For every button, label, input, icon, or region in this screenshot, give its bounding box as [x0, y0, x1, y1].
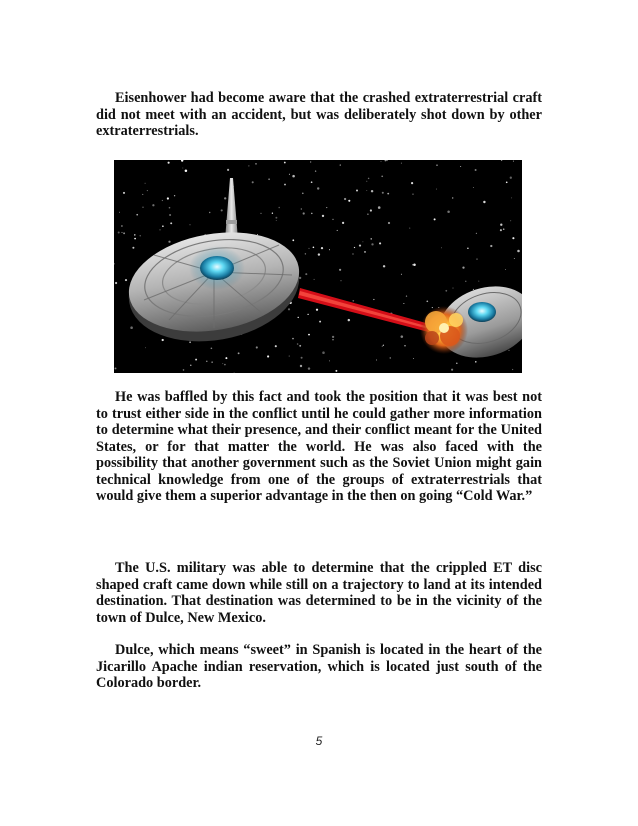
- star: [140, 235, 141, 236]
- star: [185, 169, 188, 172]
- star: [322, 351, 325, 354]
- star: [311, 181, 313, 183]
- star: [314, 279, 315, 280]
- star: [510, 220, 511, 221]
- star: [302, 192, 304, 194]
- star: [301, 357, 303, 359]
- star: [162, 200, 163, 201]
- star: [152, 204, 154, 206]
- star: [160, 229, 161, 230]
- star: [142, 194, 143, 195]
- star: [121, 232, 122, 233]
- star: [362, 241, 363, 242]
- star: [169, 207, 171, 209]
- star: [436, 189, 437, 190]
- star: [289, 356, 290, 357]
- star: [182, 168, 183, 169]
- star: [406, 295, 407, 296]
- star: [169, 214, 171, 216]
- star: [445, 290, 447, 292]
- star: [478, 281, 479, 282]
- star: [475, 169, 477, 171]
- star: [307, 314, 308, 315]
- star: [329, 249, 330, 250]
- star: [310, 161, 311, 162]
- star: [508, 350, 509, 351]
- star: [452, 197, 453, 198]
- star: [292, 175, 295, 178]
- star: [316, 309, 318, 311]
- star: [473, 187, 474, 188]
- star: [447, 211, 450, 214]
- star: [305, 273, 307, 275]
- star: [366, 181, 367, 182]
- star: [130, 326, 133, 329]
- star: [381, 175, 383, 177]
- star: [315, 170, 316, 171]
- star: [284, 184, 286, 186]
- star: [483, 201, 485, 203]
- saucer-dome: [200, 256, 234, 280]
- space-battle-svg: [114, 160, 522, 373]
- star: [426, 300, 428, 302]
- star: [168, 162, 170, 164]
- star: [364, 251, 366, 253]
- star: [359, 245, 361, 247]
- star: [211, 347, 213, 349]
- star: [174, 195, 175, 196]
- star: [388, 222, 390, 224]
- star: [225, 357, 227, 359]
- star: [383, 265, 385, 267]
- space-battle-illustration: [114, 160, 522, 373]
- star: [411, 182, 413, 184]
- star: [221, 209, 223, 211]
- star: [367, 213, 369, 215]
- star: [256, 346, 258, 348]
- star: [298, 317, 299, 318]
- star: [370, 209, 372, 211]
- star: [284, 162, 286, 164]
- star: [321, 247, 323, 249]
- star: [371, 238, 372, 239]
- star: [401, 163, 402, 164]
- star: [167, 197, 169, 199]
- star: [276, 220, 277, 221]
- star: [257, 234, 258, 235]
- star: [134, 234, 135, 235]
- paragraph-dulce: Dulce, which means “sweet” in Spanish is located in the heart of the Jicarillo Apache indian reservation, which is located just south of the Colorado border.: [96, 642, 542, 691]
- star: [352, 300, 354, 302]
- star: [383, 345, 384, 346]
- star: [209, 212, 210, 213]
- star: [170, 222, 172, 224]
- star: [337, 230, 338, 231]
- star: [340, 164, 341, 165]
- star: [292, 239, 294, 241]
- star: [115, 367, 117, 369]
- star: [115, 282, 117, 284]
- star: [382, 346, 383, 347]
- star: [378, 206, 381, 209]
- star: [390, 357, 391, 358]
- star: [162, 339, 164, 341]
- star: [278, 207, 280, 209]
- star: [222, 363, 223, 364]
- star: [513, 161, 514, 162]
- star: [441, 247, 442, 248]
- star: [413, 358, 414, 359]
- star: [514, 258, 515, 259]
- star: [332, 219, 333, 220]
- star: [510, 177, 512, 179]
- star: [248, 165, 249, 166]
- star: [206, 361, 207, 362]
- star: [301, 208, 302, 209]
- star: [308, 367, 310, 369]
- star: [475, 361, 476, 362]
- star: [147, 190, 148, 191]
- star: [300, 365, 302, 367]
- star: [332, 339, 333, 340]
- star: [401, 335, 404, 338]
- star: [404, 345, 405, 346]
- star: [303, 212, 305, 214]
- star: [456, 362, 458, 364]
- star: [354, 247, 355, 248]
- star: [311, 213, 313, 215]
- star: [297, 343, 299, 345]
- star: [289, 174, 290, 175]
- star: [401, 274, 402, 275]
- star: [462, 266, 464, 268]
- star: [195, 359, 197, 361]
- star: [379, 242, 381, 244]
- explosion: [420, 306, 468, 354]
- star: [123, 232, 125, 234]
- star: [183, 369, 185, 371]
- star: [467, 247, 469, 249]
- star: [119, 212, 120, 213]
- star: [190, 224, 191, 225]
- star: [313, 246, 315, 248]
- star: [335, 370, 337, 372]
- star: [292, 338, 294, 340]
- star: [451, 369, 453, 371]
- star: [339, 269, 341, 271]
- star: [381, 161, 382, 162]
- star: [267, 355, 269, 357]
- star: [145, 347, 146, 348]
- star: [505, 269, 506, 270]
- star: [500, 224, 502, 226]
- paragraph-baffled: He was baffled by this fact and took the position that it was best not to trust either side in the conflict until he could gather more information to determine what their presence, and their conflict meant for the United States, or for that matter the world. He was also faced with the possibility that another government such as the Soviet Union might gain technical knowledge from one of the groups of extraterrestrials that would give them a superior advantage in the then on going “Cold War.”: [96, 389, 542, 504]
- star: [322, 215, 324, 217]
- star: [371, 243, 373, 245]
- page-number: 5: [315, 734, 323, 748]
- star: [453, 288, 454, 289]
- star: [317, 187, 319, 189]
- star: [490, 245, 492, 247]
- star: [121, 225, 123, 227]
- star: [318, 253, 320, 255]
- star: [227, 169, 229, 171]
- star: [252, 181, 254, 183]
- star: [436, 164, 438, 166]
- star: [238, 352, 240, 354]
- star: [387, 193, 389, 195]
- star: [432, 307, 433, 308]
- star: [299, 345, 301, 347]
- star: [476, 233, 477, 234]
- star: [500, 229, 502, 231]
- star: [260, 213, 261, 214]
- star: [512, 369, 513, 370]
- star: [413, 264, 416, 267]
- star: [473, 289, 474, 290]
- star: [371, 190, 373, 192]
- star: [366, 190, 367, 191]
- star: [272, 213, 273, 214]
- paragraph-eisenhower: Eisenhower had become aware that the crashed extraterrestrial craft did not meet with an accident, but was deliberately shot down by other extraterrestrials.: [96, 90, 542, 139]
- star: [373, 299, 374, 300]
- star: [511, 197, 512, 198]
- star: [344, 198, 346, 200]
- star: [299, 277, 301, 279]
- star: [145, 183, 146, 184]
- star: [512, 237, 514, 239]
- star: [224, 197, 226, 199]
- star: [412, 194, 413, 195]
- star: [211, 361, 212, 362]
- star: [434, 218, 436, 220]
- star: [118, 231, 120, 233]
- star: [356, 189, 358, 191]
- star: [142, 207, 143, 208]
- star: [308, 334, 310, 336]
- paragraph-military: The U.S. military was able to determine that the crippled ET disc shaped craft came down while still on a trajectory to land at its intended destination. That destination was determined to be in the vicinity of the town of Dulce, New Mexico.: [96, 560, 542, 626]
- star: [123, 192, 125, 194]
- star: [162, 225, 164, 227]
- star: [517, 250, 520, 253]
- star: [506, 181, 508, 183]
- star: [275, 345, 277, 347]
- star: [326, 207, 327, 208]
- star: [340, 280, 341, 281]
- star: [353, 254, 354, 255]
- star: [409, 228, 410, 229]
- star: [275, 217, 277, 219]
- star: [255, 163, 256, 164]
- star: [132, 247, 134, 249]
- star: [465, 281, 466, 282]
- star: [268, 178, 270, 180]
- star: [319, 321, 321, 323]
- star: [368, 178, 370, 180]
- star: [386, 160, 387, 161]
- star: [305, 253, 306, 254]
- star: [376, 360, 377, 361]
- star: [136, 214, 138, 216]
- star: [342, 222, 344, 224]
- star: [403, 303, 404, 304]
- star: [224, 364, 226, 366]
- star: [168, 241, 170, 243]
- star: [134, 238, 136, 240]
- star: [460, 166, 461, 167]
- star: [348, 319, 350, 321]
- star: [412, 264, 413, 265]
- star: [503, 228, 505, 230]
- star: [382, 192, 384, 194]
- star: [189, 341, 191, 343]
- star: [190, 365, 191, 366]
- star: [125, 279, 127, 281]
- star: [329, 360, 330, 361]
- star: [288, 308, 290, 310]
- star: [476, 258, 477, 259]
- star: [332, 336, 334, 338]
- star: [348, 200, 350, 202]
- star: [309, 248, 310, 249]
